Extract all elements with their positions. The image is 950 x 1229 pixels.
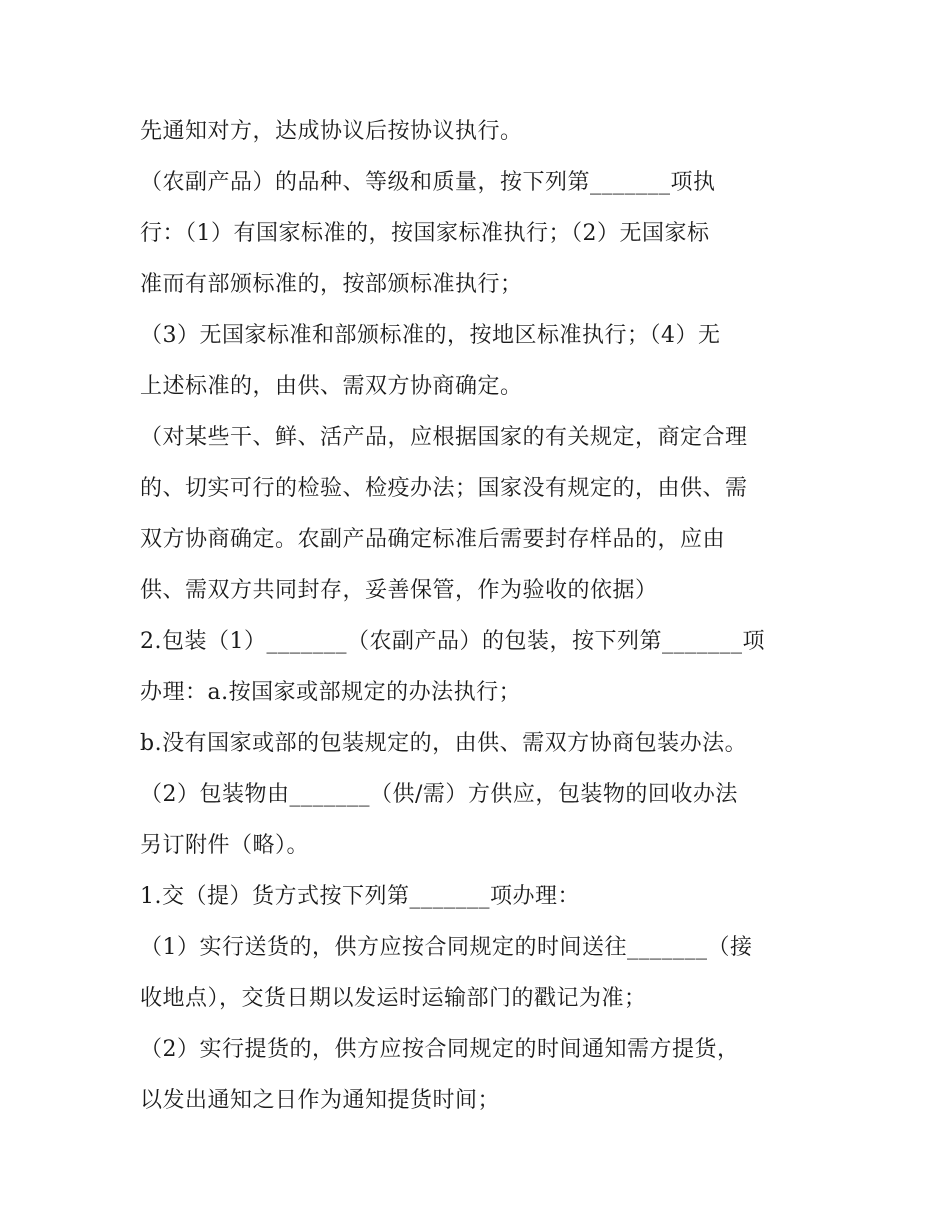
text-line: 准而有部颁标准的，按部颁标准执行； [140, 272, 523, 297]
text-line: 2.包装（1）_______（农副产品）的包装，按下列第_______项 [140, 629, 765, 654]
text-line: （3）无国家标准和部颁标准的，按地区标准执行；（4）无 [140, 323, 721, 348]
text-line: 收地点），交货日期以发运时运输部门的戳记为准； [140, 986, 647, 1011]
text-line: （2）实行提货的，供方应按合同规定的时间通知需方提货， [140, 1037, 740, 1062]
text-line: 上述标准的，由供、需双方协商确定。 [140, 374, 523, 399]
text-line: 供、需双方共同封存，妥善保管，作为验收的依据） [140, 578, 658, 603]
text-line: （2）包装物由_______（供/需）方供应，包装物的回收办法 [140, 782, 738, 807]
text-line: 另订附件（略）。 [140, 833, 310, 858]
text-line: 行：（1）有国家标准的，按国家标准执行；（2）无国家标 [140, 221, 710, 246]
text-line: （对某些干、鲜、活产品，应根据国家的有关规定，商定合理 [140, 425, 748, 450]
text-line: 双方协商确定。农副产品确定标准后需要封存样品的，应由 [140, 527, 726, 552]
contract-text-block [140, 106, 830, 1126]
text-line: 1.交（提）货方式按下列第_______项办理： [140, 884, 580, 909]
text-line: b.没有国家或部的包装规定的，由供、需双方协商包装办法。 [140, 731, 748, 756]
text-line: 以发出通知之日作为通知提货时间； [140, 1088, 501, 1113]
text-line: （农副产品）的品种、等级和质量，按下列第_______项执 [140, 170, 716, 195]
text-line: （1）实行送货的，供方应按合同规定的时间送往_______（接 [140, 935, 753, 960]
text-line: 先通知对方，达成协议后按协议执行。 [140, 119, 523, 144]
text-line: 办理：a.按国家或部规定的办法执行； [140, 680, 522, 705]
text-line: 的、切实可行的检验、检疫办法；国家没有规定的，由供、需 [140, 476, 748, 501]
